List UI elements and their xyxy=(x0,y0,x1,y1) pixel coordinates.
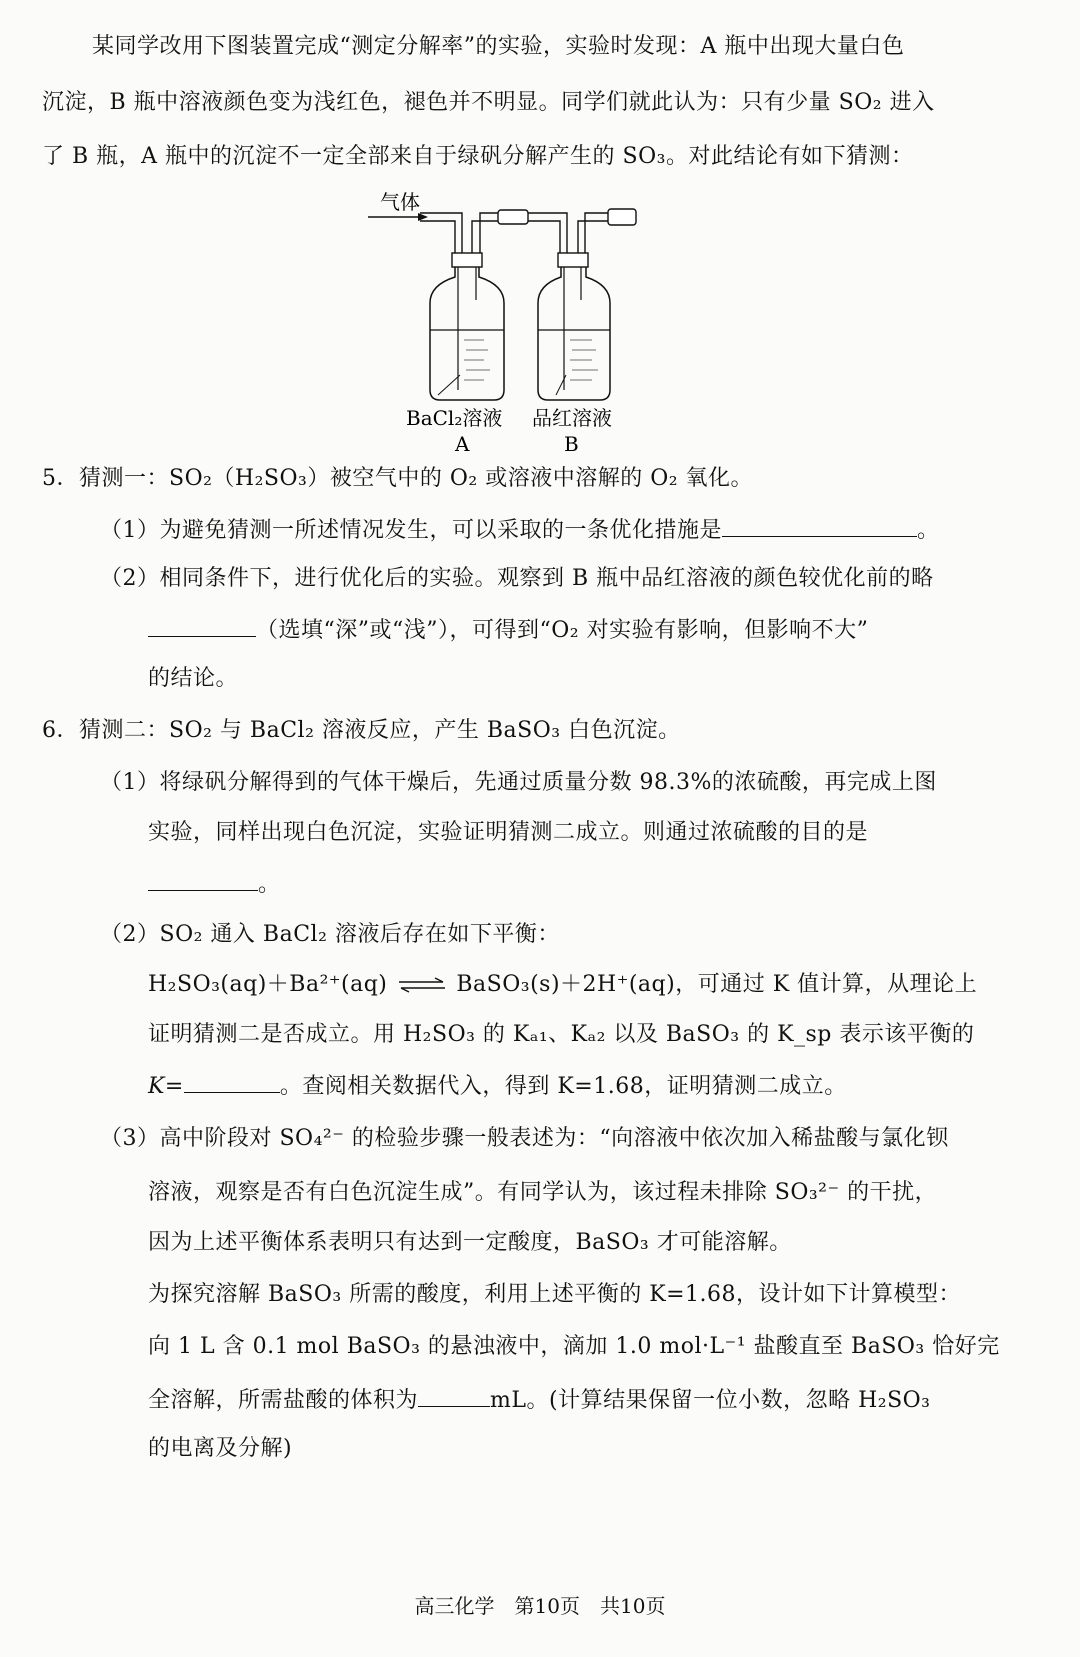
apparatus-diagram xyxy=(360,185,680,455)
q6-part-3-line-2: 溶液，观察是否有白色沉淀生成”。有同学认为，该过程未排除 SO₃²⁻ 的干扰， xyxy=(148,1180,938,1205)
intro-line-2: 沉淀，B 瓶中溶液颜色变为浅红色，褪色并不明显。同学们就此认为：只有少量 SO₂ 进入 xyxy=(42,90,935,115)
q6-part-3-line-6-end: mL。(计算结果保留一位小数，忽略 H₂SO₃ xyxy=(490,1388,931,1413)
bottle-a-solution-label: BaCl₂溶液 xyxy=(406,406,503,430)
q6-part-1-answer-blank[interactable] xyxy=(148,866,258,891)
equilibrium-arrow-icon xyxy=(395,977,449,993)
q5-part-1-answer-blank[interactable] xyxy=(722,512,917,537)
q6-part-2-equation xyxy=(148,968,977,1002)
equation-left: H₂SO₃(aq)＋Ba²⁺(aq) xyxy=(148,972,388,997)
gas-label: 气体 xyxy=(380,190,420,214)
q6-part-2-line-4 xyxy=(148,1068,847,1104)
q5-part-2-line-1: （2）相同条件下，进行优化后的实验。观察到 B 瓶中品红溶液的颜色较优化前的略 xyxy=(100,566,934,591)
q6-stem: 6．猜测二：SO₂ 与 BaCl₂ 溶液反应，产生 BaSO₃ 白色沉淀。 xyxy=(42,718,681,743)
q6-part-1-line-1: （1）将绿矾分解得到的气体干燥后，先通过质量分数 98.3%的浓硫酸，再完成上图 xyxy=(100,770,937,795)
q6-part-3-line-5: 向 1 L 含 0.1 mol BaSO₃ 的悬浊液中，滴加 1.0 mol·L⁻¹ 盐酸直至 BaSO₃ 恰好完 xyxy=(148,1334,1000,1359)
q6-part-2-answer-blank[interactable] xyxy=(184,1068,280,1093)
q6-part-3-answer-blank[interactable] xyxy=(418,1382,490,1407)
q6-part-1-line-2: 实验，同样出现白色沉淀，实验证明猜测二成立。则通过浓硫酸的目的是 xyxy=(148,820,869,845)
q6-part-3-line-7: 的电离及分解) xyxy=(148,1436,293,1461)
q6-part-1-line-3 xyxy=(148,866,281,902)
page-footer: 高三化学 第10页 共10页 xyxy=(414,1594,666,1618)
q5-stem: 5．猜测一：SO₂（H₂SO₃）被空气中的 O₂ 或溶液中溶解的 O₂ 氧化。 xyxy=(42,466,754,491)
q6-part-2-line-1: （2）SO₂ 通入 BaCl₂ 溶液后存在如下平衡： xyxy=(100,922,560,947)
q5-part-2-line-2-text: （选填“深”或“浅”），可得到“O₂ 对实验有影响，但影响不大” xyxy=(256,618,869,643)
intro-line-1: 某同学改用下图装置完成“测定分解率”的实验，实验时发现：A 瓶中出现大量白色 xyxy=(92,34,905,59)
intro-line-3: 了 B 瓶，A 瓶中的沉淀不一定全部来自于绿矾分解产生的 SO₃。对此结论有如下猜测： xyxy=(42,144,914,169)
q6-part-3-line-6-start: 全溶解，所需盐酸的体积为 xyxy=(148,1388,419,1413)
q6-part-1-end: 。 xyxy=(258,872,281,897)
bottle-b xyxy=(538,253,610,400)
q5-part-1 xyxy=(100,512,940,548)
q6-part-3-line-6 xyxy=(148,1382,931,1418)
q5-part-1-text: （1）为避免猜测一所述情况发生，可以采取的一条优化措施是 xyxy=(100,518,722,543)
q6-part-2-line-4-text: 。查阅相关数据代入，得到 K=1.68，证明猜测二成立。 xyxy=(279,1074,847,1099)
q5-part-1-end: 。 xyxy=(917,518,940,543)
q5-part-2-line-3: 的结论。 xyxy=(148,666,239,691)
bottle-b-label: B xyxy=(564,432,579,455)
equation-right: BaSO₃(s)＋2H⁺(aq)，可通过 K 值计算，从理论上 xyxy=(456,972,978,997)
bottle-b-solution-label: 品红溶液 xyxy=(532,406,612,430)
bottle-a xyxy=(430,253,504,400)
gas-arrow-icon xyxy=(418,213,428,221)
q6-part-3-line-3: 因为上述平衡体系表明只有达到一定酸度，BaSO₃ 才可能溶解。 xyxy=(148,1230,792,1255)
q5-part-2-answer-blank[interactable] xyxy=(148,612,256,637)
q6-part-3-line-1: （3）高中阶段对 SO₄²⁻ 的检验步骤一般表述为：“向溶液中依次加入稀盐酸与氯化钡 xyxy=(100,1126,949,1151)
bottle-a-label: A xyxy=(455,432,470,455)
q6-part-2-line-3: 证明猜测二是否成立。用 H₂SO₃ 的 Kₐ₁、Kₐ₂ 以及 BaSO₃ 的 K_sp 表示该平衡的 xyxy=(148,1022,975,1047)
k-expression-label: K= xyxy=(148,1074,184,1099)
q6-part-3-line-4: 为探究溶解 BaSO₃ 所需的酸度，利用上述平衡的 K=1.68，设计如下计算模型： xyxy=(148,1282,962,1307)
q5-part-2-line-2 xyxy=(148,612,868,648)
